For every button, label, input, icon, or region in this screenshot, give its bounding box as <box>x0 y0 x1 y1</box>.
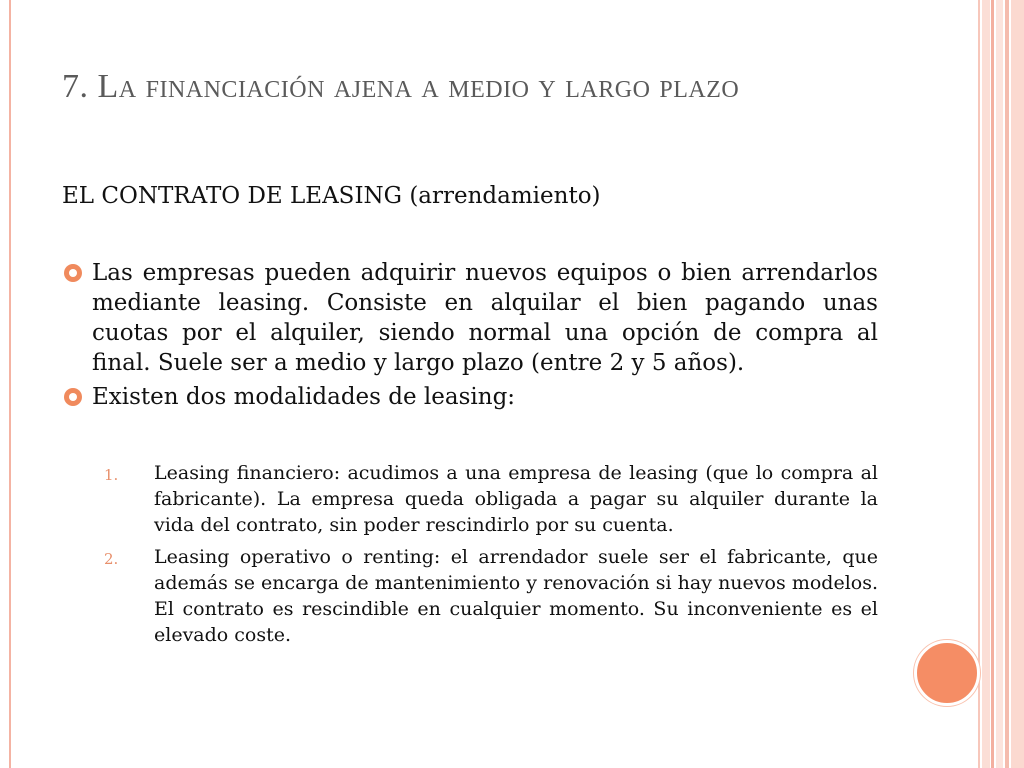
right-stripe <box>996 0 1003 768</box>
bullet-item <box>62 382 878 412</box>
slide-title: 7. La financiación ajena a medio y largo plazo <box>62 68 740 105</box>
bullet-circle-icon <box>64 388 82 406</box>
number-marker: 2. <box>104 550 119 568</box>
number-marker: 1. <box>104 466 119 484</box>
bullet-text: Existen dos modalidades de leasing: <box>92 384 516 410</box>
left-border-line <box>9 0 11 768</box>
right-stripe <box>1011 0 1024 768</box>
slide-subtitle: EL CONTRATO DE LEASING (arrendamiento) <box>62 183 601 209</box>
bullet-circle-icon <box>64 264 82 282</box>
numbered-item-text: Leasing financiero: acudimos a una empresa de leasing (que lo compra al fabricante). La empresa queda obligada a pagar su alquiler durante la vida del contrato, sin poder rescindirlo por su cuenta. <box>154 462 878 536</box>
numbered-item <box>62 544 878 648</box>
bullet-list <box>62 258 878 416</box>
right-stripe <box>978 0 980 768</box>
numbered-list <box>62 460 878 654</box>
right-stripe <box>1005 0 1009 768</box>
decorative-circle <box>914 640 980 706</box>
bullet-text: Las empresas pueden adquirir nuevos equipos o bien arrendarlos mediante leasing. Consiste en alquilar el bien pagando unas cuotas por el alquiler, siendo normal una opción de compra al final. Suele ser a medio y largo plazo (entre 2 y 5 años). <box>92 260 878 376</box>
bullet-item <box>62 258 878 378</box>
right-stripe <box>982 0 990 768</box>
right-stripe <box>991 0 994 768</box>
numbered-item-text: Leasing operativo o renting: el arrendador suele ser el fabricante, que además se encarga de mantenimiento y renovación si hay nuevos modelos. El contrato es rescindible en cualquier momento. Su inconveniente es el elevado coste. <box>154 546 878 646</box>
numbered-item <box>62 460 878 538</box>
